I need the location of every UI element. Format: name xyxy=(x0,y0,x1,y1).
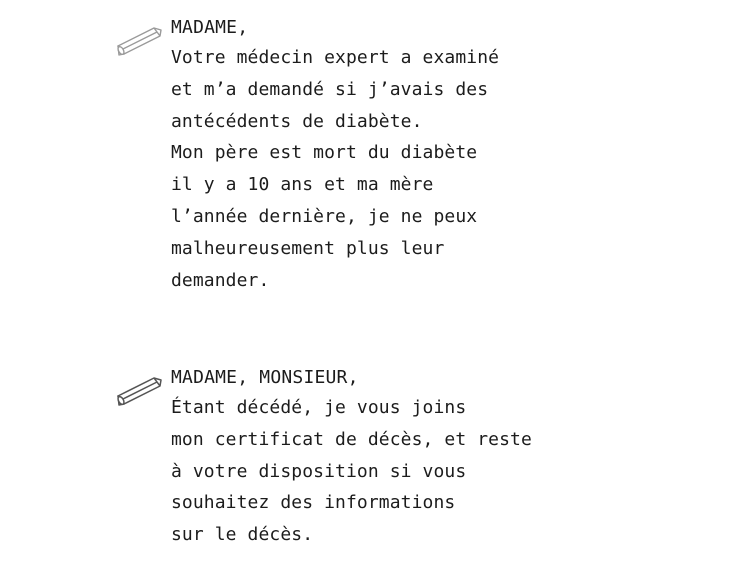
pencil-icon xyxy=(116,372,164,408)
letter-2-body xyxy=(171,392,532,551)
letter-1-text xyxy=(171,16,499,296)
letter-2-line: à votre disposition si vous xyxy=(171,460,467,482)
letter-1-line: Votre médecin expert a examiné xyxy=(171,47,500,68)
letter-2-line: Étant décédé, je vous joins xyxy=(171,397,467,418)
letter-1-body xyxy=(171,42,499,296)
letter-1-salutation: MADAME, xyxy=(171,17,249,38)
letter-1-line: il y a 10 ans et ma mère xyxy=(171,174,434,196)
letter-2-line: souhaitez des informations xyxy=(171,492,456,514)
letter-2-line: mon certificat de décès, et reste xyxy=(171,428,532,450)
letter-2-salutation: MADAME, MONSIEUR, xyxy=(171,367,359,388)
letter-2-text xyxy=(171,366,532,551)
letter-1-line: demander. xyxy=(171,269,270,291)
letter-1-line: antécédents de diabète. xyxy=(171,110,423,132)
letter-1-line: malheureusement plus leur xyxy=(171,237,445,259)
letter-1-line: Mon père est mort du diabète xyxy=(171,142,478,164)
pencil-icon xyxy=(116,22,164,58)
letter-1-line: l’année dernière, je ne peux xyxy=(171,205,478,227)
letter-2-line: sur le décès. xyxy=(171,524,314,546)
letter-1-line: et m’a demandé si j’avais des xyxy=(171,78,489,100)
